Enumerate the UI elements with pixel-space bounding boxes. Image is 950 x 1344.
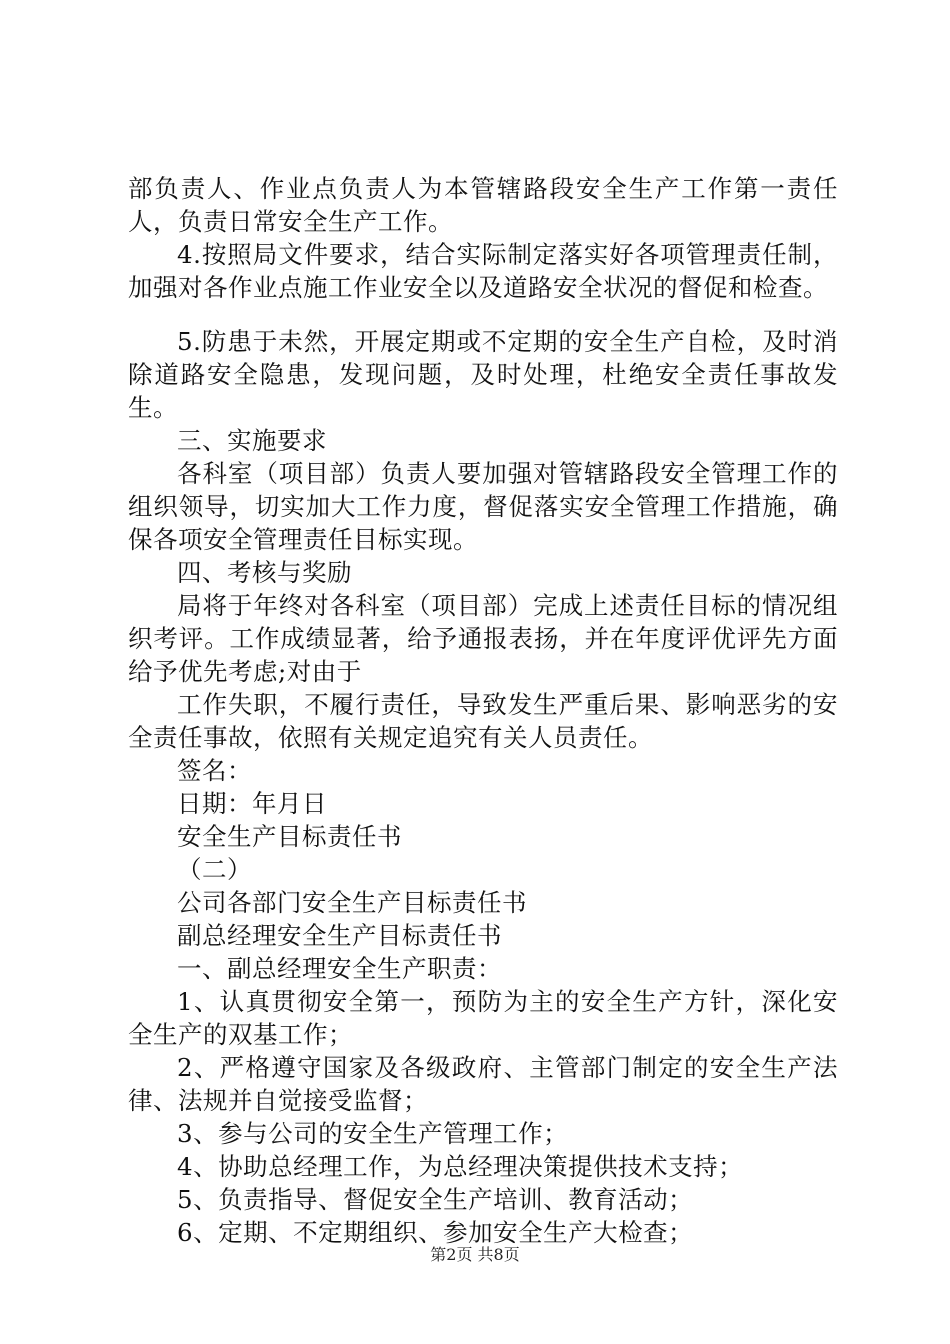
paragraph-assessment: 局将于年终对各科室（项目部）完成上述责任目标的情况组织考评。工作成绩显著，给予通报表扬，并在年度评优评先方面给予优先考虑;对由于 <box>128 591 838 686</box>
duty-item-2: 2、严格遵守国家及各级政府、主管部门制定的安全生产法律、法规并自觉接受监督； <box>128 1053 838 1115</box>
document-title: 安全生产目标责任书 <box>177 822 402 851</box>
section-heading-implementation: 三、实施要求 <box>177 426 327 455</box>
document-subtitle-number: （二） <box>177 855 252 884</box>
paragraph-implementation: 各科室（项目部）负责人要加强对管辖路段安全管理工作的组织领导，切实加大工作力度，督促落实安全管理工作措施，确保各项安全管理责任目标实现。 <box>128 459 838 554</box>
duty-item-4: 4、协助总经理工作，为总经理决策提供技术支持； <box>177 1152 744 1181</box>
page-number-footer: 第2页 共8页 <box>430 1245 520 1264</box>
paragraph-accountability: 工作失职，不履行责任，导致发生严重后果、影响恶劣的安全责任事故，依照有关规定追究有关人员责任。 <box>128 690 838 752</box>
duty-item-6: 6、定期、不定期组织、参加安全生产大检查； <box>177 1218 694 1247</box>
signature-line: 签名： <box>177 756 252 785</box>
duty-item-5: 5、负责指导、督促安全生产培训、教育活动； <box>177 1185 694 1214</box>
paragraph-item-5: 5.防患于未然，开展定期或不定期的安全生产自检，及时消除道路安全隐患，发现问题，及时处理，杜绝安全责任事故发生。 <box>128 327 838 422</box>
document-body <box>128 172 838 1249</box>
duty-item-1: 1、认真贯彻安全第一，预防为主的安全生产方针，深化安全生产的双基工作； <box>128 987 838 1049</box>
paragraph-responsibility-continued: 部负责人、作业点负责人为本管辖路段安全生产工作第一责任人，负责日常安全生产工作。 <box>128 174 838 236</box>
duty-item-3: 3、参与公司的安全生产管理工作； <box>177 1119 569 1148</box>
date-line: 日期：年月日 <box>177 789 327 818</box>
section-heading-assessment: 四、考核与奖励 <box>177 558 352 587</box>
paragraph-item-4: 4.按照局文件要求，结合实际制定落实好各项管理责任制，加强对各作业点施工作业安全以及道路安全状况的督促和检查。 <box>128 240 838 302</box>
section-heading-duties: 一、副总经理安全生产职责： <box>177 954 502 983</box>
document-subsection-title: 副总经理安全生产目标责任书 <box>177 921 502 950</box>
document-section-title: 公司各部门安全生产目标责任书 <box>177 888 527 917</box>
